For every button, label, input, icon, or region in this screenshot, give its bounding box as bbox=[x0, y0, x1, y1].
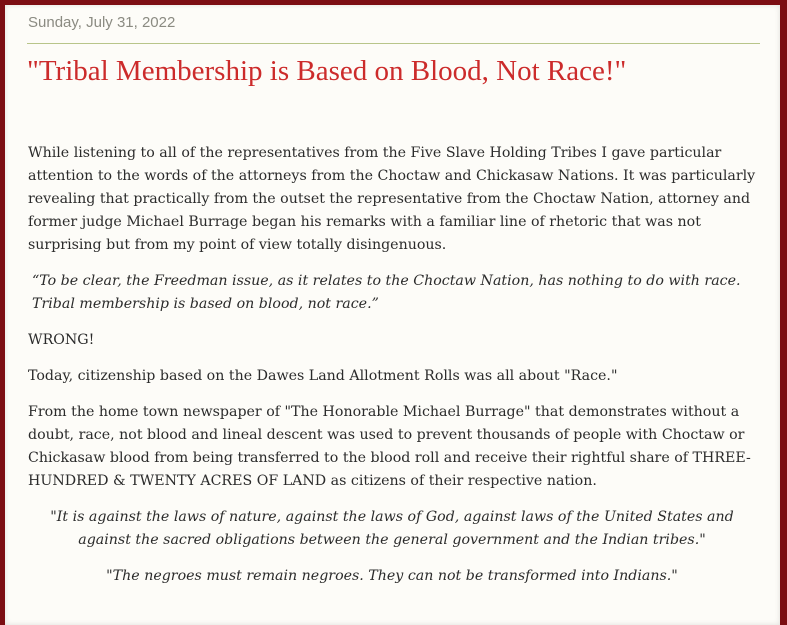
post-container bbox=[5, 5, 780, 625]
paragraph-dawes: Today, citizenship based on the Dawes Land Allotment Rolls was all about "Race." bbox=[28, 368, 618, 384]
date-divider bbox=[27, 43, 760, 44]
post-body bbox=[28, 142, 756, 601]
quote-laws-of-nature: "It is against the laws of nature, against the laws of God, against laws of the United States and against the sacred obligations between the general government and the Indian tribes." bbox=[50, 509, 734, 548]
post-title[interactable]: "Tribal Membership is Based on Blood, Not Race!" bbox=[27, 55, 627, 87]
paragraph-intro: While listening to all of the representatives from the Five Slave Holding Tribes I gave particular attention to the words of the attorneys from the Choctaw and Chickasaw Nations. It was particularly revealing that practically from the outset the representative from the Choctaw Nation, attorney and former judge Michael Burrage began his remarks with a familiar line of rhetoric that was not surprising but from my point of view totally disingenuous. bbox=[28, 145, 756, 253]
post-date: Sunday, July 31, 2022 bbox=[28, 14, 176, 31]
paragraph-wrong: WRONG! bbox=[28, 332, 95, 348]
paragraph-newspaper: From the home town newspaper of "The Honorable Michael Burrage" that demonstrates without a doubt, race, not blood and lineal descent was used to prevent thousands of people with Choctaw or Chickasaw blood from being transferred to the blood roll and receive their rightful share of THREE-HUNDRED & TWENTY ACRES OF LAND as citizens of their respective nation. bbox=[28, 404, 751, 489]
quote-negroes: "The negroes must remain negroes. They can not be transformed into Indians." bbox=[106, 568, 678, 584]
quote-burrage: “To be clear, the Freedman issue, as it relates to the Choctaw Nation, has nothing to do with race. Tribal membership is based on blood, not race.” bbox=[32, 273, 741, 312]
